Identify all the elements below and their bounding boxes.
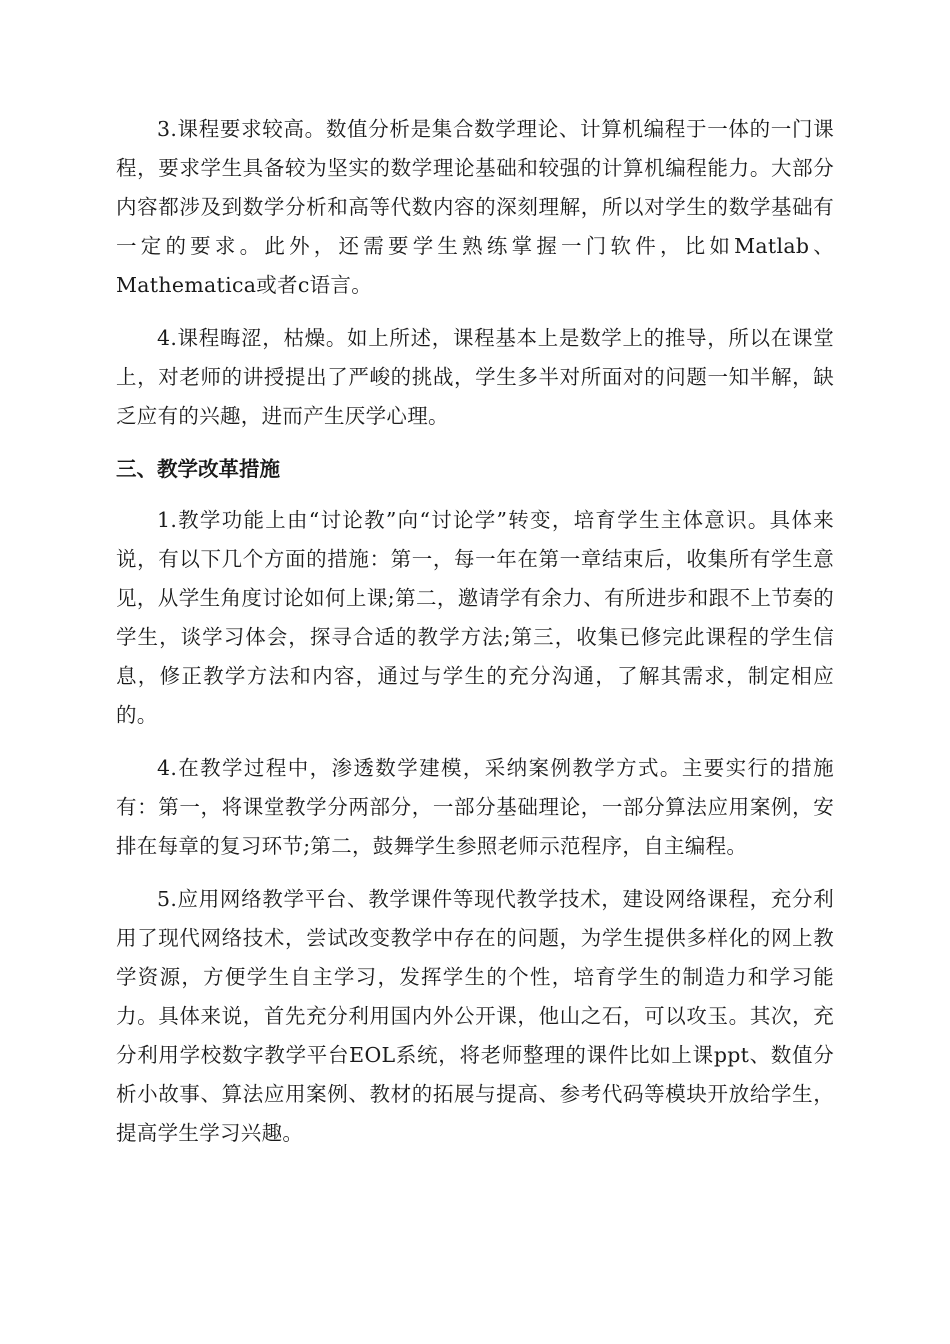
paragraph-course-requirements: 3.课程要求较高。数值分析是集合数学理论、计算机编程于一体的一门课程，要求学生具备较为坚实的数学理论基础和较强的计算机编程能力。大部分内容都涉及到数学分析和高等代数内容的深刻理解，所以对学生的数学基础有一定的要求。此外，还需要学生熟练掌握一门软件，比如Matlab、Mathematica或者c语言。 xyxy=(116,117,834,297)
paragraph-teaching-function: 1.教学功能上由“讨论教”向“讨论学”转变，培育学生主体意识。具体来说，有以下几个方面的措施：第一，每一年在第一章结束后，收集所有学生意见，从学生角度讨论如何上课;第二，邀请学有余力、有所进步和跟不上节奏的学生，谈学习体会，探寻合适的教学方法;第三，收集已修完此课程的学生信息，修正教学方法和内容，通过与学生的充分沟通，了解其需求，制定相应的。 xyxy=(116,508,834,727)
paragraph-course-obscure: 4.课程晦涩，枯燥。如上所述，课程基本上是数学上的推导，所以在课堂上，对老师的讲授提出了严峻的挑战，学生多半对所面对的问题一知半解，缺乏应有的兴趣，进而产生厌学心理。 xyxy=(116,326,834,428)
section-heading: 三、教学改革措施 xyxy=(116,457,280,481)
paragraph-math-modeling: 4.在教学过程中，渗透数学建模，采纳案例教学方式。主要实行的措施有：第一，将课堂教学分两部分，一部分基础理论，一部分算法应用案例，安排在每章的复习环节;第二，鼓舞学生参照老师示范程序，自主编程。 xyxy=(116,756,834,858)
document-page xyxy=(116,110,834,1167)
paragraph-network-platform: 5.应用网络教学平台、教学课件等现代教学技术，建设网络课程，充分利用了现代网络技术，尝试改变教学中存在的问题，为学生提供多样化的网上教学资源，方便学生自主学习，发挥学生的个性，培育学生的制造力和学习能力。具体来说，首先充分利用国内外公开课，他山之石，可以攻玉。其次，充分利用学校数字教学平台EOL系统，将老师整理的课件比如上课ppt、数值分析小故事、算法应用案例、教材的拓展与提高、参考代码等模块开放给学生，提高学生学习兴趣。 xyxy=(116,887,834,1145)
